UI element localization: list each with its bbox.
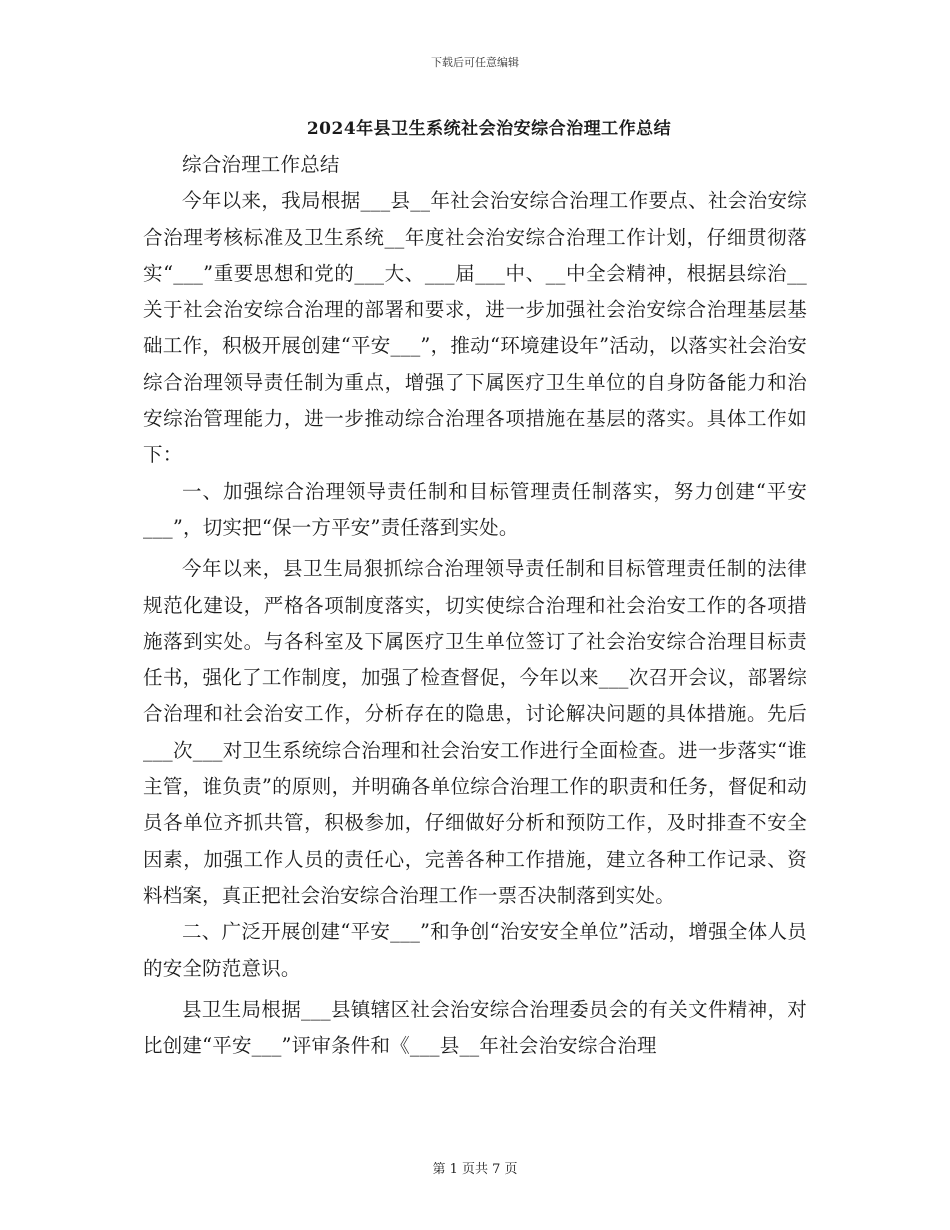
page-footer: 第 1 页共 7 页 xyxy=(432,1162,518,1177)
paragraph-section-1-heading: 一、加强综合治理领导责任制和目标管理责任制落实，努力创建“平安___”，切实把“保一方平安”责任落到实处。 xyxy=(143,479,807,539)
paragraph-intro: 今年以来，我局根据___县__年社会治安综合治理工作要点、社会治安综合治理考核标准及卫生系统__年度社会治安综合治理工作计划，仔细贯彻落实“___”重要思想和党的___大、___届___中、__中全会精神，根据县综治__关于社会治安综合治理的部署和要求，进一步加强社会治安综合治理基层基础工作，积极开展创建“平安___”，推动“环境建设年”活动，以落实社会治安综合治理领导责任制为重点，增强了下属医疗卫生单位的自身防备能力和治安综治管理能力，进一步推动综合治理各项措施在基层的落实。具体工作如下： xyxy=(143,189,807,467)
header-note: 下载后可任意编辑 xyxy=(431,56,519,69)
document-body xyxy=(143,147,807,1064)
paragraph-section-1-body: 今年以来，县卫生局狠抓综合治理领导责任制和目标管理责任制的法律规范化建设，严格各项制度落实，切实使综合治理和社会治安工作的各项措施落到实处。与各科室及下属医疗卫生单位签订了社会治安综合治理目标责任书，强化了工作制度，加强了检查督促，今年以来___次召开会议，部署综合治理和社会治安工作，分析存在的隐患，讨论解决问题的具体措施。先后___次___对卫生系统综合治理和社会治安工作进行全面检查。进一步落实“谁主管，谁负责”的原则，并明确各单位综合治理工作的职责和任务，督促和动员各单位齐抓共管，积极参加，仔细做好分析和预防工作，及时排查不安全因素，加强工作人员的责任心，完善各种工作措施，建立各种工作记录、资料档案，真正把社会治安综合治理工作一票否决制落到实处。 xyxy=(143,557,807,907)
paragraph-section-2-heading: 二、广泛开展创建“平安___”和争创“治安安全单位”活动，增强全体人员的安全防范意识。 xyxy=(143,920,807,980)
document-title: 2024年县卫生系统社会治安综合治理工作总结 xyxy=(306,119,672,139)
paragraph-section-2-body: 县卫生局根据___县镇辖区社会治安综合治理委员会的有关文件精神，对比创建“平安___”评审条件和《___县__年社会治安综合治理 xyxy=(143,997,807,1058)
paragraph-subtitle: 综合治理工作总结 xyxy=(182,153,340,176)
